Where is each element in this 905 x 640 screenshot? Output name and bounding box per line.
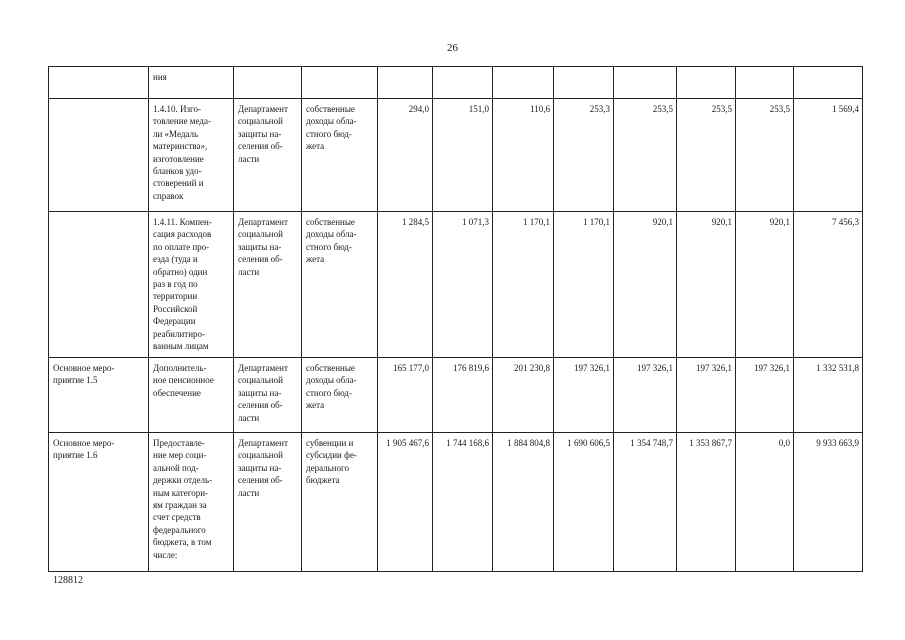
year-value-cell: 1 170,1 [554, 212, 614, 358]
funding-source-cell: субвенции и субсидии фе- дерального бюджета [302, 433, 378, 572]
executor-cell: Департамент социальной защиты на- селения об- ласти [234, 433, 302, 572]
executor-cell: Департамент социальной защиты на- селения об- ласти [234, 99, 302, 212]
activity-cell: ния [149, 67, 234, 99]
year-value-cell: 151,0 [433, 99, 493, 212]
year-value-cell: 110,6 [493, 99, 554, 212]
table-body [49, 67, 863, 572]
table-row [49, 433, 863, 572]
total-value-cell: 9 933 663,9 [794, 433, 863, 572]
year-value-cell: 197 326,1 [554, 358, 614, 433]
funding-source-cell: собственные доходы обла- стного бюд- жета [302, 212, 378, 358]
year-value-cell: 920,1 [677, 212, 736, 358]
year-value-cell [677, 67, 736, 99]
year-value-cell: 176 819,6 [433, 358, 493, 433]
year-value-cell: 253,3 [554, 99, 614, 212]
table-row [49, 67, 863, 99]
year-value-cell: 197 326,1 [614, 358, 677, 433]
year-value-cell: 1 354 748,7 [614, 433, 677, 572]
activity-cell: 1.4.11. Компен- сация расходов по оплате про- езда (туда и обратно) один раз в год по территории Российской Федерации реабилитиро- ванным лицам [149, 212, 234, 358]
activity-cell: 1.4.10. Изго- товление меда- ли «Медаль материнства», изготовление бланков удо- стоверений и справок [149, 99, 234, 212]
year-value-cell: 0,0 [736, 433, 794, 572]
year-value-cell: 253,5 [614, 99, 677, 212]
year-value-cell [378, 67, 433, 99]
activity-cell: Дополнитель- ное пенсионное обеспечение [149, 358, 234, 433]
year-value-cell: 1 284,5 [378, 212, 433, 358]
funding-source-cell [302, 67, 378, 99]
executor-cell: Департамент социальной защиты на- селения об- ласти [234, 358, 302, 433]
budget-table [48, 66, 863, 572]
executor-cell [234, 67, 302, 99]
funding-source-cell: собственные доходы обла- стного бюд- жета [302, 358, 378, 433]
year-value-cell [736, 67, 794, 99]
year-value-cell: 1 884 804,8 [493, 433, 554, 572]
activity-cell: Предоставле- ние мер соци- альной под- держки отдель- ным категори- ям граждан за счет средств федерального бюджета, в том числе: [149, 433, 234, 572]
year-value-cell [433, 67, 493, 99]
year-value-cell: 197 326,1 [677, 358, 736, 433]
year-value-cell: 1 744 168,6 [433, 433, 493, 572]
table-row [49, 99, 863, 212]
table-row [49, 212, 863, 358]
year-value-cell [614, 67, 677, 99]
program-cell: Основное меро- приятие 1.5 [49, 358, 149, 433]
year-value-cell: 294,0 [378, 99, 433, 212]
document-id: 128812 [53, 575, 83, 586]
year-value-cell: 1 071,3 [433, 212, 493, 358]
table-row [49, 358, 863, 433]
funding-source-cell: собственные доходы обла- стного бюд- жета [302, 99, 378, 212]
program-cell [49, 99, 149, 212]
year-value-cell: 201 230,8 [493, 358, 554, 433]
year-value-cell: 165 177,0 [378, 358, 433, 433]
program-cell [49, 67, 149, 99]
year-value-cell: 1 690 606,5 [554, 433, 614, 572]
total-value-cell: 1 332 531,8 [794, 358, 863, 433]
year-value-cell: 1 170,1 [493, 212, 554, 358]
year-value-cell [554, 67, 614, 99]
year-value-cell: 253,5 [736, 99, 794, 212]
total-value-cell: 7 456,3 [794, 212, 863, 358]
total-value-cell: 1 569,4 [794, 99, 863, 212]
program-cell: Основное меро- приятие 1.6 [49, 433, 149, 572]
year-value-cell: 1 905 467,6 [378, 433, 433, 572]
year-value-cell: 253,5 [677, 99, 736, 212]
program-cell [49, 212, 149, 358]
year-value-cell: 197 326,1 [736, 358, 794, 433]
year-value-cell: 1 353 867,7 [677, 433, 736, 572]
total-value-cell [794, 67, 863, 99]
year-value-cell: 920,1 [614, 212, 677, 358]
page-number: 26 [447, 42, 458, 54]
year-value-cell: 920,1 [736, 212, 794, 358]
executor-cell: Департамент социальной защиты на- селения об- ласти [234, 212, 302, 358]
year-value-cell [493, 67, 554, 99]
